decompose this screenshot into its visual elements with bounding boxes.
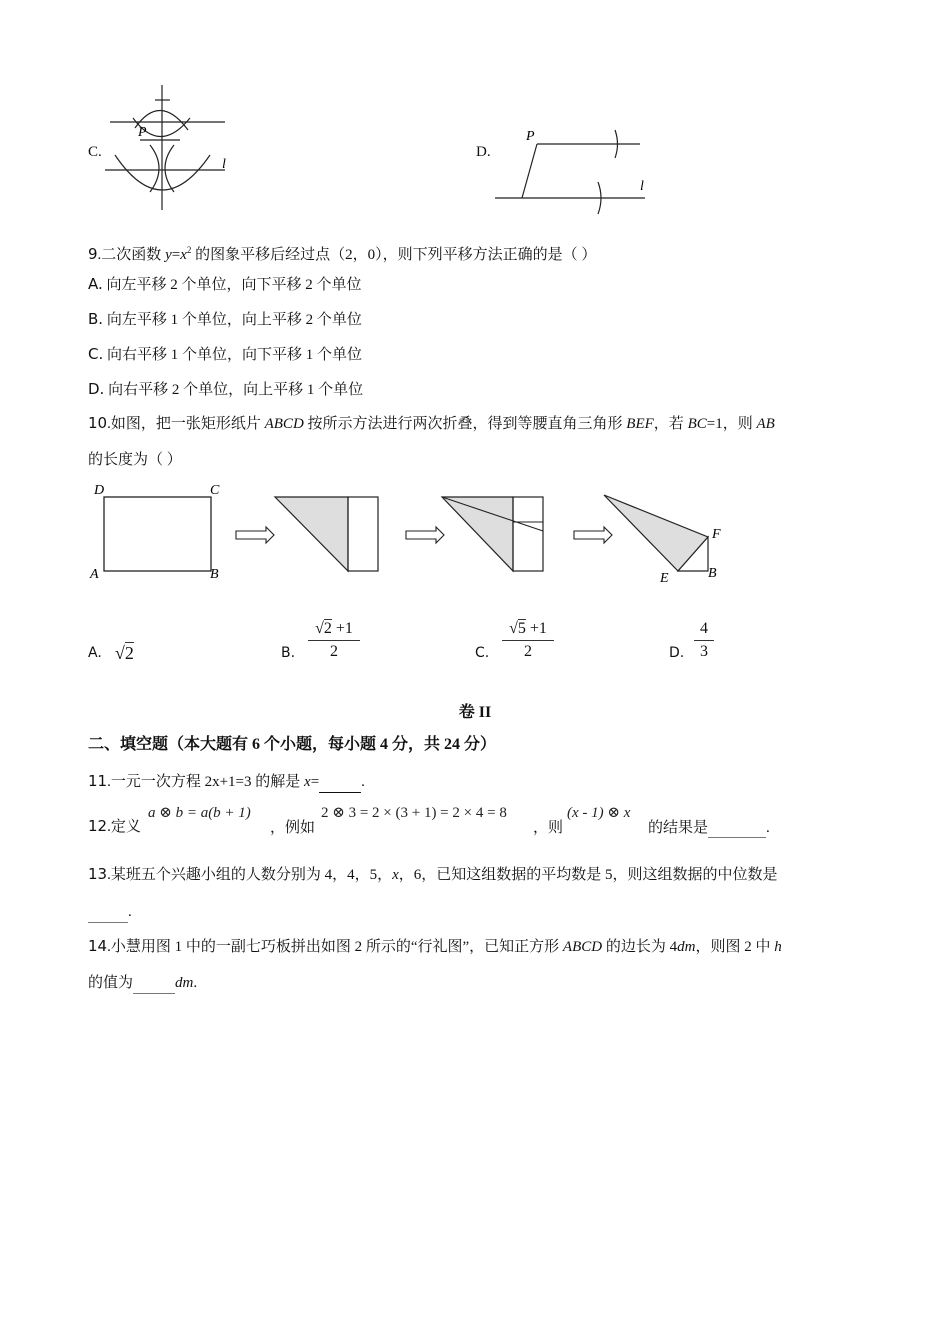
q9-option-a-letter: A. xyxy=(88,275,103,293)
q9-option-d-text: 向右平移 2 个单位，向上平移 1 个单位 xyxy=(104,382,364,398)
q14-line2-unit: dm xyxy=(175,975,194,991)
q14-var-h: h xyxy=(774,939,782,955)
q10-option-c-letter: C. xyxy=(475,645,490,661)
q10-option-b-radicand: 2 xyxy=(323,620,332,637)
q8-c-label-p: P xyxy=(138,125,147,140)
q10-option-a-value: √2 xyxy=(115,643,134,663)
q10-arrow-3 xyxy=(574,527,612,543)
q9-option-c xyxy=(88,344,362,365)
q8-option-d-figure xyxy=(490,122,650,217)
q10-option-b-fraction: √2 +1 2 xyxy=(308,620,360,661)
q10-option-c-plus-one: +1 xyxy=(525,620,547,637)
q12-text-d-label: 的结果是 xyxy=(648,820,709,836)
q11-number: 11 xyxy=(88,772,108,790)
q9-stem-text-b: 的图象平移后经过点（2，0），则下列平移方法正确的是（ ） xyxy=(191,247,597,263)
q9-option-d xyxy=(88,379,363,400)
q13-answer-blank[interactable] xyxy=(88,902,128,923)
q10-option-b-letter: B. xyxy=(281,645,296,661)
q13-var-x: x xyxy=(392,867,399,883)
q9-equals: = xyxy=(171,247,181,263)
q10-option-b-plus-one: +1 xyxy=(331,620,353,637)
q12-period: . xyxy=(766,820,770,836)
q14-line2-text: 的值为 xyxy=(88,975,134,991)
q13-text-a: .某班五个兴趣小组的人数分别为 4，4，5， xyxy=(107,867,393,883)
q10-label-b2: B xyxy=(708,566,717,581)
q10-ab: AB xyxy=(756,416,775,432)
q10-step2-fold xyxy=(275,497,348,571)
q10-stem xyxy=(88,413,775,434)
q14-number: 14 xyxy=(88,937,108,955)
q13 xyxy=(88,864,778,885)
q10-step3-strip xyxy=(513,497,543,571)
q10-stem-line2: 的长度为（ ） xyxy=(88,452,182,468)
q14-period: . xyxy=(193,975,198,991)
q12-definition: a ⊗ b = a(b + 1) xyxy=(148,805,251,821)
q10-abcd: ABCD xyxy=(264,416,304,432)
q12 xyxy=(88,816,141,837)
q10-stem-text-a: .如图，把一张矩形纸片 xyxy=(107,416,265,432)
q10-option-c-radicand: 5 xyxy=(517,620,526,637)
q10-stem-text-b: 按所示方法进行两次折叠，得到等腰直角三角形 xyxy=(303,416,627,432)
q8-d-label-p: P xyxy=(526,129,535,144)
q14-unit-dm: dm xyxy=(677,939,696,955)
q11-period: . xyxy=(361,774,365,790)
q10-arrow-1 xyxy=(236,527,274,543)
q10-step3-fold xyxy=(442,497,513,571)
q10-label-b: B xyxy=(210,567,219,582)
q14 xyxy=(88,936,782,957)
q13-line2 xyxy=(88,902,132,923)
q9-option-c-letter: C. xyxy=(88,345,104,363)
q10-option-d-fraction xyxy=(694,620,714,661)
q9-option-a xyxy=(88,274,362,295)
q10-option-d-letter: D. xyxy=(669,645,685,661)
q12-example: 2 ⊗ 3 = 2 × (3 + 1) = 2 × 4 = 8 xyxy=(321,805,507,821)
q14-text-c: ，则图 2 中 xyxy=(695,939,775,955)
q10-label-d: D xyxy=(94,483,105,498)
section-heading: 二、填空题（本大题有 6 个小题，每小题 4 分，共 24 分） xyxy=(88,736,497,753)
q10-bc: BC xyxy=(687,416,707,432)
q9-option-d-letter: D. xyxy=(88,380,105,398)
q14-text-b: 的边长为 4 xyxy=(602,939,678,955)
q10-stem-text-c: ，若 xyxy=(653,416,688,432)
q10-stem-text-d: =1，则 xyxy=(706,416,757,432)
q11-text-a: .一元一次方程 2x+1=3 的解是 xyxy=(107,774,305,790)
q10-folding-figure xyxy=(88,480,738,590)
q10-number: 10 xyxy=(88,414,108,432)
q12-number: 12 xyxy=(88,817,108,835)
volume-title: 卷 II xyxy=(458,704,492,721)
q14-abcd: ABCD xyxy=(562,939,603,955)
q11 xyxy=(88,771,365,793)
q13-period: . xyxy=(128,904,132,920)
q11-answer-blank[interactable] xyxy=(319,772,361,793)
q12-text-b: ，例如 xyxy=(270,820,316,836)
q13-number: 13 xyxy=(88,865,108,883)
q10-label-e: E xyxy=(660,571,669,586)
q12-answer-blank[interactable] xyxy=(708,820,766,838)
q9-option-b-letter: B. xyxy=(88,310,104,328)
q10-label-f: F xyxy=(712,527,721,542)
q9-number: 9 xyxy=(88,245,98,263)
q11-var-x: x xyxy=(304,774,311,790)
q12-expression: (x - 1) ⊗ x xyxy=(567,805,631,821)
q10-arrow-2 xyxy=(406,527,444,543)
q13-text-b: ，6，已知这组数据的平均数是 5，则这组数据的中位数是 xyxy=(398,867,778,883)
q12-text-c: ，则 xyxy=(533,820,564,836)
q10-option-c-fraction: √5 +1 2 xyxy=(502,620,554,661)
q14-text-a: .小慧用图 1 中的一副七巧板拼出如图 2 所示的“行礼图”，已知正方形 xyxy=(107,939,563,955)
q8-option-c-figure xyxy=(100,80,240,215)
q9-stem xyxy=(88,240,596,265)
q10-label-a: A xyxy=(90,567,99,582)
q9-var-y: y xyxy=(165,247,172,263)
q14-line2 xyxy=(88,973,197,994)
q10-option-a-letter: A. xyxy=(88,645,102,661)
q10-option-d-numerator: 4 xyxy=(700,620,708,637)
q11-equals: = xyxy=(310,774,320,790)
q10-option-a-radicand: 2 xyxy=(124,643,134,663)
q10-rectangle xyxy=(104,497,211,571)
q9-option-c-text: 向右平移 1 个单位，向下平移 1 个单位 xyxy=(103,347,363,363)
q9-option-b-text: 向左平移 1 个单位，向上平移 2 个单位 xyxy=(103,312,362,328)
q8-option-c-letter: C. xyxy=(88,144,102,160)
q10-option-b-denominator: 2 xyxy=(330,643,338,660)
q9-option-b xyxy=(88,309,362,330)
q9-stem-text-a: .二次函数 xyxy=(97,247,166,263)
q9-exponent: 2 xyxy=(186,245,192,255)
q9-var-x: x xyxy=(180,247,187,263)
q10-option-d-denominator: 3 xyxy=(700,643,708,660)
q8-option-d-letter: D. xyxy=(476,144,491,160)
q9-option-a-text: 向左平移 2 个单位，向下平移 2 个单位 xyxy=(102,277,362,293)
q12-text-a: .定义 xyxy=(107,819,141,835)
q14-answer-blank[interactable] xyxy=(133,973,175,994)
q12-text-d xyxy=(648,816,770,838)
q8-c-label-l: l xyxy=(222,157,226,172)
q8-d-label-l: l xyxy=(640,179,644,194)
q10-step2-strip xyxy=(348,497,378,571)
q10-label-c: C xyxy=(210,483,220,498)
q10-bef: BEF xyxy=(626,416,654,432)
q10-option-c-denominator: 2 xyxy=(524,643,532,660)
